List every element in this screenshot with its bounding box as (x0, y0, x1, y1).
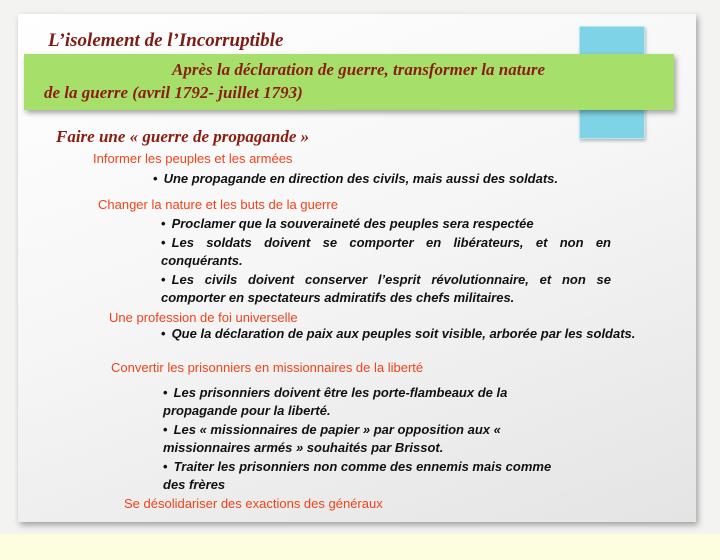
banner-line-1: Après la déclaration de guerre, transformer la nature (172, 60, 546, 79)
banner-line-2: de la guerre (avril 1792- juillet 1793) (44, 83, 303, 102)
slide-subtitle: Faire une « guerre de propagande » (56, 127, 310, 146)
bullet-icon: • (153, 171, 158, 186)
list-item-text: Les « missionnaires de papier » par opposition aux « missionnaires armés » souhaités par Brissot. (163, 422, 501, 455)
list-item-text: Que la déclaration de paix aux peuples soit visible, arborée par les soldats. (171, 326, 636, 341)
bullet-icon: • (163, 422, 168, 437)
section-heading-informer: Informer les peuples et les armées (93, 151, 293, 166)
list-item (153, 170, 558, 188)
page-bottom-strip (0, 534, 720, 560)
list-item-text: Les civils doivent conserver l’esprit révolutionnaire, et non se comporter en spectateurs admiratifs des chefs militaires. (161, 272, 611, 305)
list-item-text: Les soldats doivent se comporter en libérateurs, et non en conquérants. (161, 235, 611, 268)
bullet-icon: • (161, 216, 166, 231)
list-item (161, 271, 611, 307)
slide-title: L’isolement de l’Incorruptible (48, 30, 284, 51)
bullet-icon: • (161, 235, 166, 250)
list-item (163, 384, 563, 420)
bullet-icon: • (161, 326, 166, 341)
list-item-text: Traiter les prisonniers non comme des ennemis mais comme des frères (163, 459, 552, 492)
list-item (163, 458, 563, 494)
list-item (161, 215, 534, 233)
bullet-icon: • (163, 459, 168, 474)
section-heading-desolidariser: Se désolidariser des exactions des généraux (124, 496, 383, 511)
section-heading-convertir: Convertir les prisonniers en missionnaires de la liberté (111, 360, 424, 375)
title-banner (24, 54, 674, 110)
bullet-icon: • (161, 272, 166, 287)
list-item (161, 234, 611, 270)
list-item-text: Les prisonniers doivent être les porte-flambeaux de la propagande pour la liberté. (163, 385, 508, 418)
list-item-text: Une propagande en direction des civils, mais aussi des soldats. (163, 171, 559, 186)
list-item (161, 325, 676, 343)
section-heading-profession: Une profession de foi universelle (109, 310, 298, 325)
list-item-text: Proclamer que la souveraineté des peuples sera respectée (171, 216, 534, 231)
slide (18, 14, 696, 522)
list-item (163, 421, 563, 457)
section-heading-changer: Changer la nature et les buts de la guerre (98, 197, 338, 212)
bullet-icon: • (163, 385, 168, 400)
